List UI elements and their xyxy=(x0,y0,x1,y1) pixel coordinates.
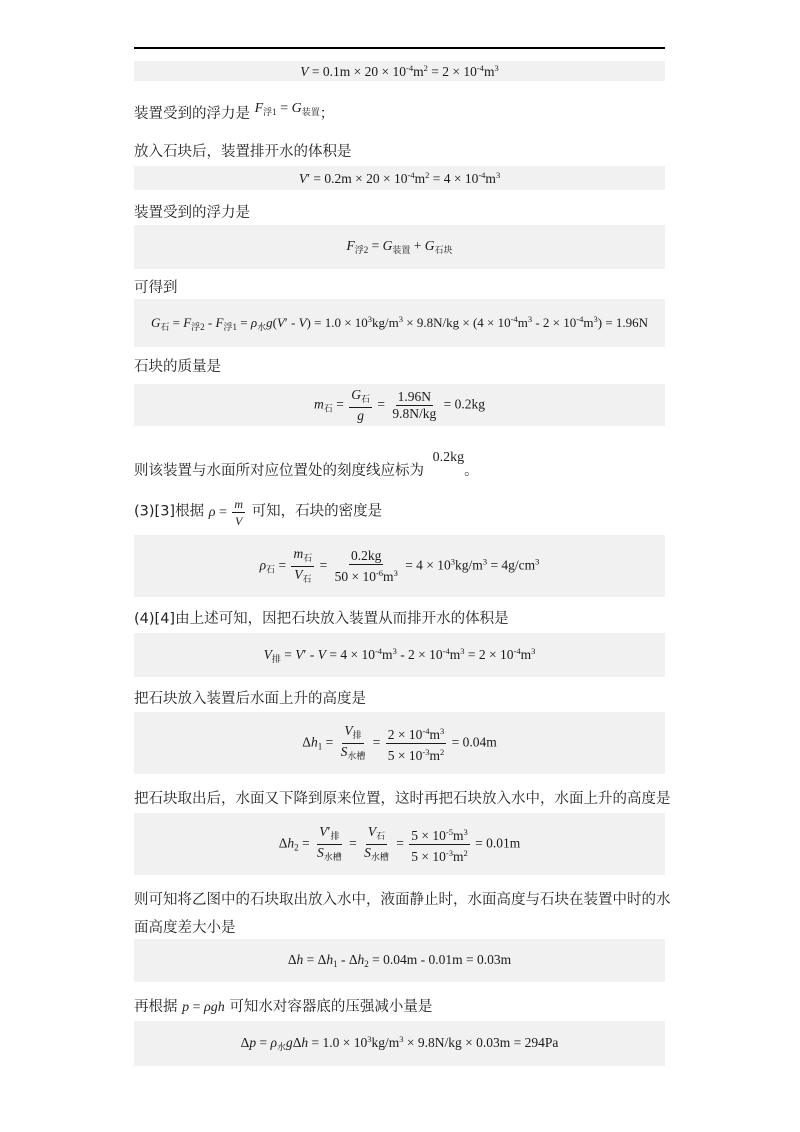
equation-box-6 xyxy=(134,535,665,597)
text-line-13: 再根据 p = ρgh 可知水对容器底的压强减小量是 xyxy=(134,999,433,1015)
equation-stone-density: $\rho_石$ = $\frac{m_石}{V_石}$ = $\frac{0.2kg}{50 \times 10^{-6}m^3}$ = $4 \times 10^3kg/m^3 = 4g/cm^3$ xyxy=(259,545,540,584)
equation-box-8 xyxy=(134,712,665,774)
equation-box-1 xyxy=(134,61,665,81)
inline-formula-buoyancy-1: $F_{浮1} = G_{装置}$ xyxy=(254,101,320,117)
text-line-10: 把石块取出后，水面又下降到原来位置，这时再把石块放入水中，水面上升的高度是 xyxy=(134,791,671,807)
equation-volume-v-prime: $V' = 0.2m \times 20 \times 10^{-4}m^2 = 4 \times 10^{-4}m^3$ xyxy=(298,169,501,186)
text-line-7: (3)[3]根据 ρ = $\frac{m}{V}$ 可知，石块的密度是 xyxy=(134,497,383,528)
equation-box-7 xyxy=(134,633,665,677)
equation-buoyancy-2: $F_{浮2} = G_{装置} + G_{石块}$ xyxy=(346,238,453,255)
text-line-9: 把石块放入装置后水面上升的高度是 xyxy=(134,691,366,707)
equation-volume-v: $V = 0.1m \times 20 \times 10^{-4}m^2 = 2 \times 10^{-4}m^3$ xyxy=(300,62,499,79)
text-line-8: (4)[4]由上述可知，因把石块放入装置从而排开水的体积是 xyxy=(134,611,509,627)
text-line-4: 可得到 xyxy=(134,280,178,296)
inline-formula-density: ρ = $\frac{m}{V}$ xyxy=(208,497,244,528)
equation-height-rise-2: $\Delta h_2$ = $\frac{V'_排}{S_{水槽}}$ = $\frac{V_石}{S_{水槽}}$ = $\frac{5 \times 10^{-5}m^3}{5 \times 10^{-3}m^2}$ = 0.01m xyxy=(278,823,521,864)
text-line-3: 装置受到的浮力是 xyxy=(134,205,250,221)
equation-pressure-decrease: $\Delta p = \rho_水g\Delta h = 1.0 \times 10^3kg/m^3 \times 9.8N/kg \times 0.03m = 294Pa$ xyxy=(240,1034,559,1052)
text-line-6: 则该装置与水面所对应位置处的刻度线应标为 0.2kg。 xyxy=(134,450,479,479)
equation-displaced-volume: $V_排 = V' - V = 4 \times 10^{-4}m^3 - 2 \times 10^{-4}m^3 = 2 \times 10^{-4}m^3$ xyxy=(263,645,536,664)
equation-stone-mass: $m_石$ = $\frac{G_石}{g}$ = $\frac{1.96N}{9.8N/kg}$ = 0.2kg xyxy=(314,386,485,423)
equation-box-4 xyxy=(134,299,665,347)
equation-box-9 xyxy=(134,813,665,875)
text-line-5: 石块的质量是 xyxy=(134,359,221,375)
text-line-12: 面高度差大小是 xyxy=(134,920,236,936)
equation-stone-weight: $G_石 = F_{浮2} - F_{浮1} = \rho_水g(V' - V) = 1.0 \times 10^3kg/m^3 \times 9.8N/kg \times (4 \times 10^{-4}m^3 - 2 \times 10^{-4}m^3) = 1.96N$ xyxy=(150,313,649,332)
equation-height-rise-1: $\Delta h_1$ = $\frac{V_排}{S_{水槽}}$ = $\frac{2 \times 10^{-4}m^3}{5 \times 10^{-3}m^2}$ = 0.04m xyxy=(302,722,497,763)
top-rule xyxy=(134,47,665,49)
equation-height-difference: $\Delta h = \Delta h_1 - \Delta h_2 = 0.04m - 0.01m = 0.03m$ xyxy=(287,952,512,969)
inline-value-scale: 0.2kg xyxy=(432,450,465,465)
equation-box-10 xyxy=(134,939,665,982)
text-line-11: 则可知将乙图中的石块取出放入水中，液面静止时，水面高度与石块在装置中时的水 xyxy=(134,892,671,908)
equation-box-3 xyxy=(134,225,665,269)
equation-box-11 xyxy=(134,1021,665,1066)
text-line-1: 装置受到的浮力是 $F_{浮1} = G_{装置}$； xyxy=(134,101,335,122)
inline-formula-pressure: p = ρgh xyxy=(182,1000,225,1015)
equation-box-5 xyxy=(134,384,665,426)
equation-box-2 xyxy=(134,166,665,190)
text-line-2: 放入石块后，装置排开水的体积是 xyxy=(134,144,352,160)
